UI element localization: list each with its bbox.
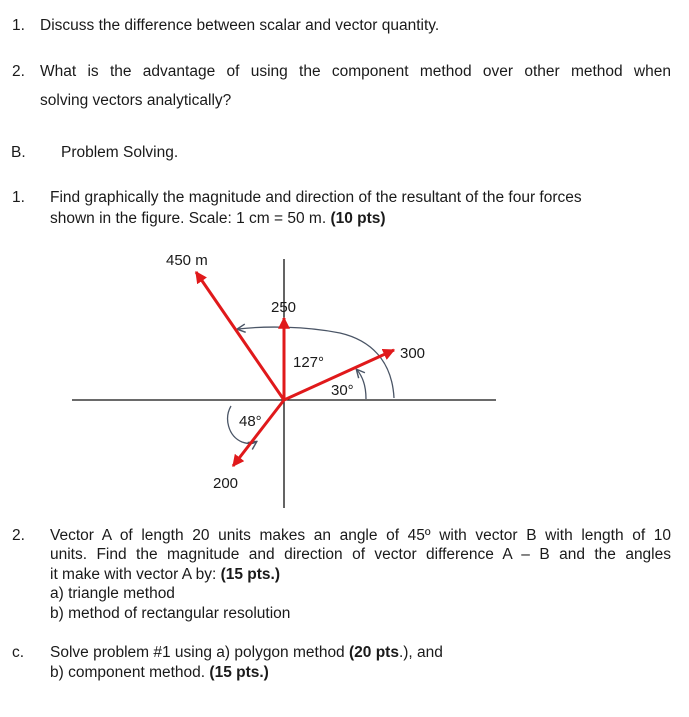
q2-number: 2. — [12, 63, 25, 80]
p2-number: 2. — [12, 527, 25, 544]
q1-number: 1. — [12, 17, 25, 34]
p1-line1: Find graphically the magnitude and direction of the resultant of the four forces — [50, 189, 582, 206]
label-300: 300 — [400, 345, 426, 362]
label-450: 450 m — [166, 252, 208, 269]
label-250: 250 — [271, 299, 297, 316]
section-c-letter: c. — [12, 644, 25, 661]
p2-points: (15 pts.) — [220, 566, 281, 583]
section-b-letter: B. — [11, 144, 26, 161]
angle-48-label: 48° — [239, 413, 262, 430]
p1-line2-text: shown in the figure. Scale: 1 cm = 50 m. — [50, 210, 331, 227]
q2-line2: solving vectors analytically? — [40, 92, 232, 109]
vector-200 — [233, 400, 284, 466]
q1-text: Discuss the difference between scalar and vector quantity. — [40, 17, 440, 34]
p2-option-b: b) method of rectangular resolution — [50, 605, 291, 622]
p2-line3-text: it make with vector A by: — [50, 566, 221, 583]
label-200: 200 — [213, 475, 239, 492]
section-c-line1 — [50, 644, 443, 662]
angle-30-label: 30° — [331, 382, 354, 399]
vector-450 — [196, 272, 284, 400]
section-c-points-2: (15 pts.) — [209, 664, 269, 681]
q2-line1: What is the advantage of using the component method over other method when — [40, 63, 671, 80]
section-c-points-1: (20 pts — [349, 644, 399, 661]
p2-line1: Vector A of length 20 units makes an angle of 45º with vector B with length of 10 — [50, 527, 671, 544]
section-c-line2-text: b) component method. — [50, 664, 210, 681]
angle-127-label: 127° — [293, 354, 325, 371]
p1-number: 1. — [12, 189, 25, 206]
p2-line3 — [50, 566, 280, 584]
section-c-line1-end: .), and — [398, 644, 443, 661]
arc-30 — [357, 370, 366, 399]
p2-option-a: a) triangle method — [50, 585, 175, 602]
section-c-line2 — [50, 664, 269, 682]
p1-points: (10 pts) — [330, 210, 386, 227]
section-b-title: Problem Solving. — [61, 144, 179, 161]
section-c-line1-text: Solve problem #1 using a) polygon method — [50, 644, 349, 661]
p2-line2: units. Find the magnitude and direction of vector difference A – B and the angles — [50, 546, 671, 563]
